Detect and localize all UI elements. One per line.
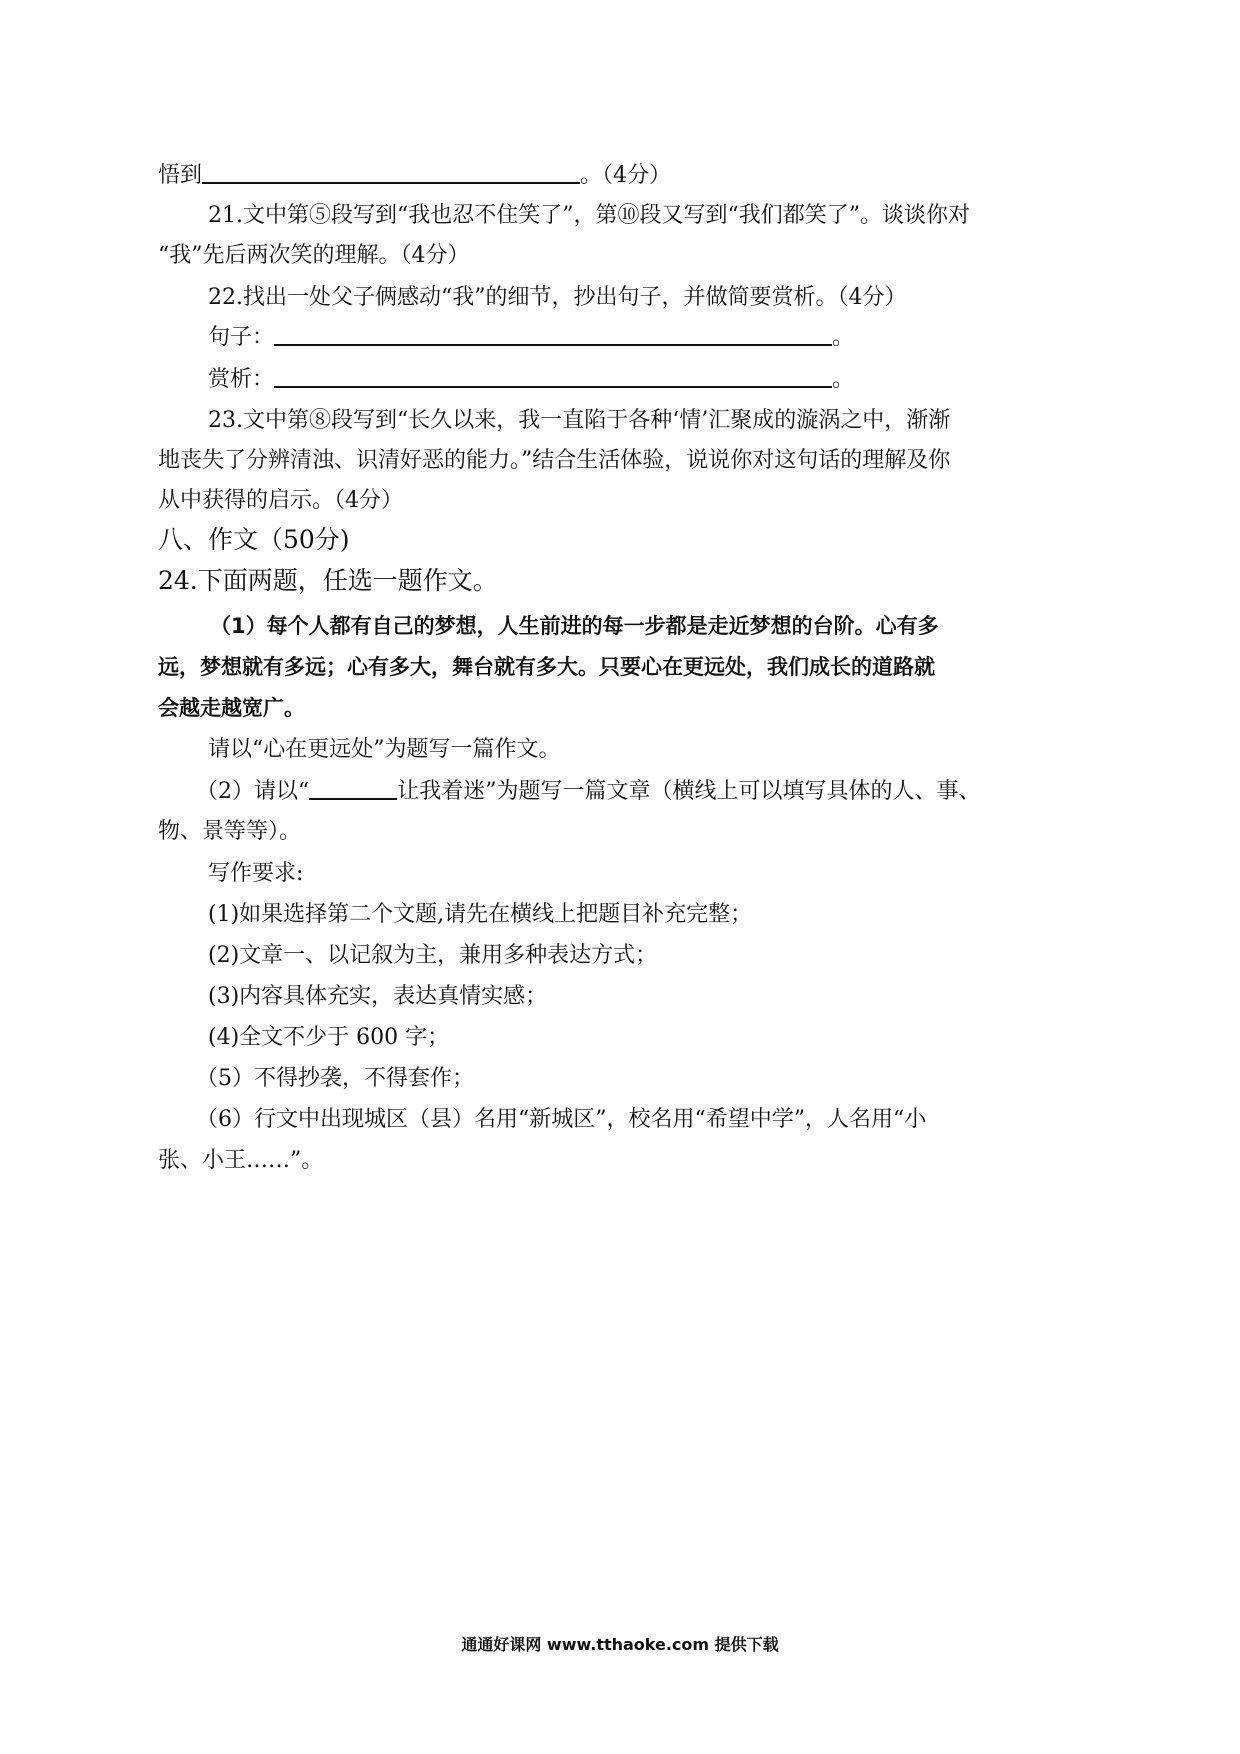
q23-line-3: 从中获得的启示。（4分） <box>158 488 403 513</box>
option2-line-2: 物、景等等）。 <box>158 819 302 844</box>
title-blank[interactable] <box>309 776 397 800</box>
q21-line-2: “我”先后两次笑的理解。（4分） <box>158 243 470 268</box>
section-8-title: 八、作文（50分) <box>158 525 350 554</box>
option1-line-3: 会越走越宽广。 <box>158 696 305 720</box>
q21-line-1: 21.文中第⑤段写到“我也忍不住笑了”，第⑩段又写到“我们都笑了”。谈谈你对 <box>208 203 970 228</box>
option1-line-1: （1）每个人都有自己的梦想，人生前进的每一步都是走近梦想的台阶。心有多 <box>210 614 939 638</box>
q24-title: 24.下面两题，任选一题作文。 <box>158 566 498 595</box>
option2-line-1: （2）请以“ 让我着迷”为题写一篇文章（横线上可以填写具体的人、事、 <box>196 776 981 807</box>
sentence-blank[interactable] <box>274 322 832 346</box>
requirement-4: (4)全文不少于 600 字； <box>208 1025 450 1050</box>
requirement-3: (3)内容具体充实，表达真情实感； <box>208 984 548 1009</box>
requirement-5: （5）不得抄袭，不得套作； <box>196 1066 474 1091</box>
analysis-blank[interactable] <box>274 364 832 388</box>
answer-blank[interactable] <box>202 160 580 184</box>
page-footer: 通通好课网 www.tthaoke.com 提供下载 <box>461 1635 779 1654</box>
requirement-1: (1)如果选择第二个文题,请先在横线上把题目补充完整； <box>208 902 753 927</box>
q22-sentence-row: 句子： 。 <box>208 322 854 353</box>
option1-line-2: 远，梦想就有多远；心有多大，舞台就有多大。只要心在更远处，我们成长的道路就 <box>158 655 935 679</box>
requirement-2: (2)文章一、以记叙为主，兼用多种表达方式； <box>208 943 658 968</box>
requirement-6: （6）行文中出现城区（县）名用“新城区”，校名用“希望中学”，人名用“小 <box>196 1107 927 1132</box>
option1-task: 请以“心在更远处”为题写一篇作文。 <box>208 737 561 762</box>
q22-prompt: 22.找出一处父子俩感动“我”的细节，抄出句子，并做简要赏析。（4分） <box>208 285 907 310</box>
q23-line-2: 地丧失了分辨清浊、识清好恶的能力。”结合生活体验，说说你对这句话的理解及你 <box>158 448 951 473</box>
requirements-title: 写作要求: <box>208 861 304 886</box>
q23-line-1: 23.文中第⑧段写到“长久以来，我一直陷于各种‘情’汇聚成的漩涡之中，渐渐 <box>208 408 951 433</box>
q20-answer-line: 悟到 。（4分） <box>158 160 671 191</box>
requirement-6-cont: 张、小王……”。 <box>158 1148 324 1173</box>
q22-analysis-row: 赏析： 。 <box>208 364 854 395</box>
